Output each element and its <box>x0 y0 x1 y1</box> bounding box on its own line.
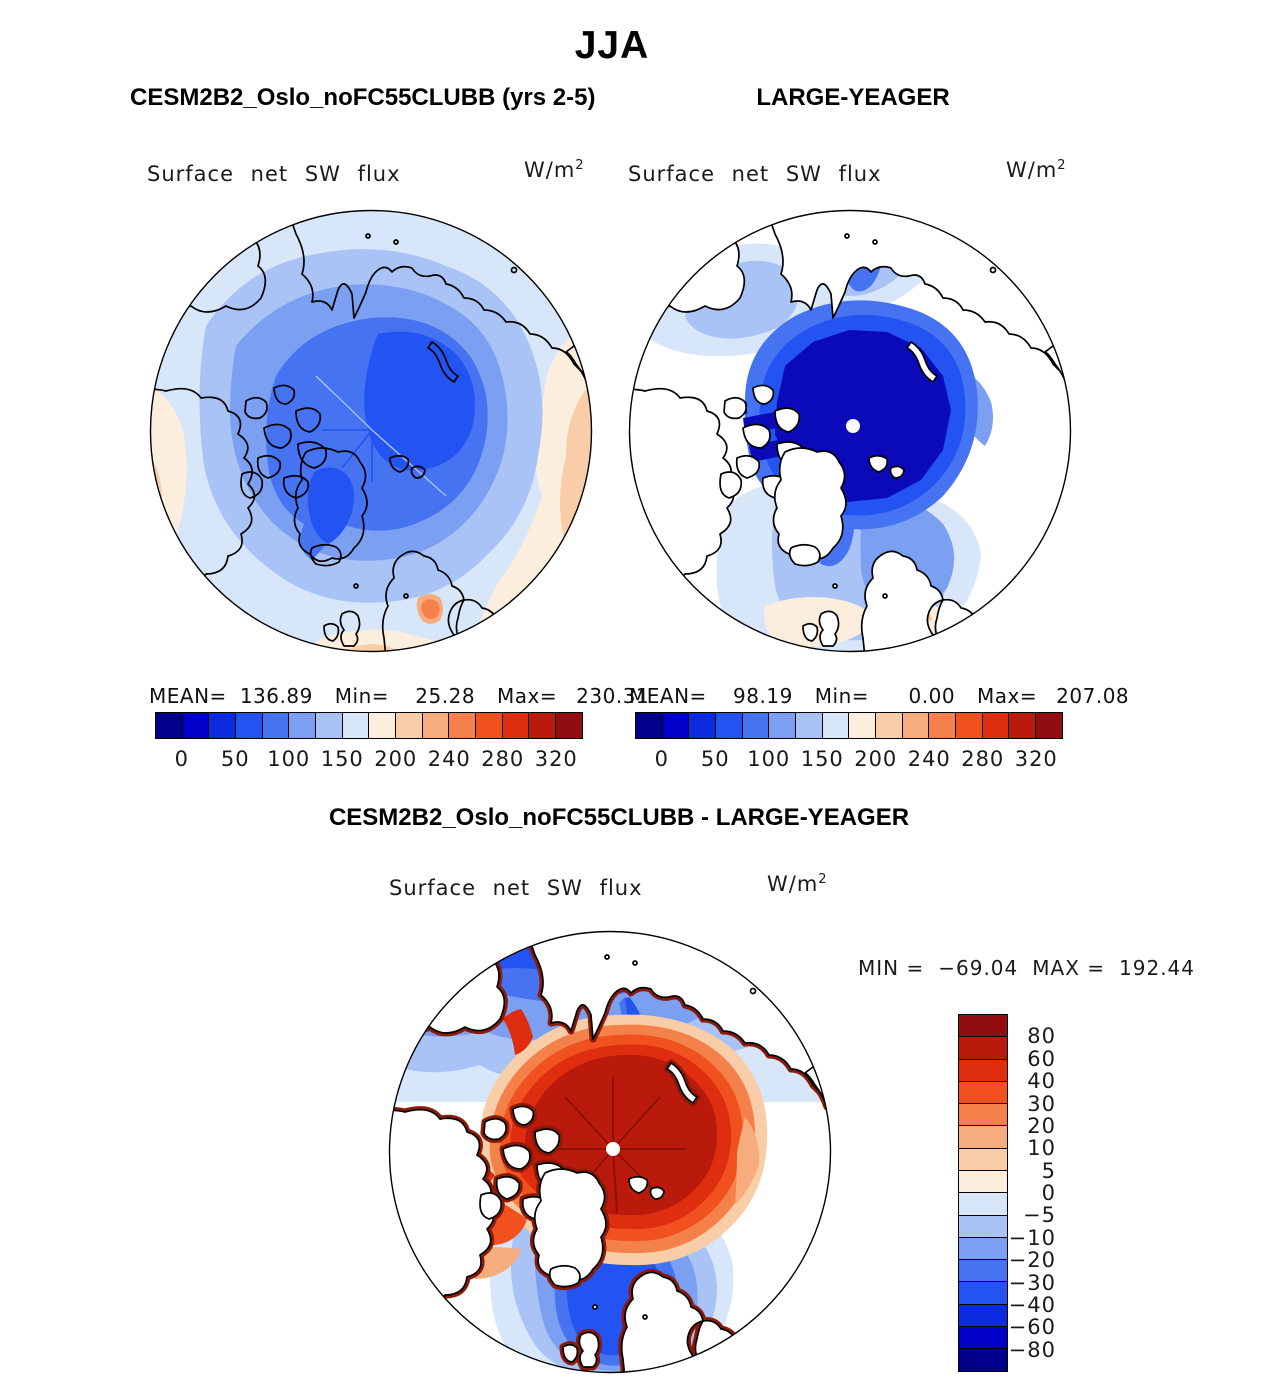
season-title: JJA <box>574 24 650 67</box>
colorbar-cell <box>958 1215 1008 1239</box>
model-min-label: Min= <box>334 684 390 708</box>
model-units-label <box>524 158 585 182</box>
colorbar-cell <box>262 712 290 739</box>
diff-minmax <box>858 956 1195 980</box>
colorbar-cell <box>635 712 663 739</box>
obs-mean-value: 98.19 <box>733 684 793 708</box>
colorbar-tick-label: −80 <box>1008 1337 1056 1362</box>
obs-min-value: 0.00 <box>908 684 956 708</box>
colorbar-tick-label: 100 <box>267 747 311 771</box>
colorbar-cell <box>822 712 850 739</box>
colorbar-cell <box>715 712 743 739</box>
model-field-label: Surface net SW flux <box>147 162 401 186</box>
colorbar-cell <box>742 712 770 739</box>
colorbar-tick-label: 40 <box>1027 1069 1056 1094</box>
diff-units-text: W/m <box>767 872 819 896</box>
diff-min-label: MIN = <box>858 956 925 980</box>
colorbar-cell <box>958 1326 1008 1350</box>
colorbar-cell <box>155 712 183 739</box>
colorbar-tick-label: 320 <box>1014 747 1058 771</box>
colorbar-tick-label: 30 <box>1027 1091 1056 1116</box>
colorbar-cell <box>958 1081 1008 1105</box>
obs-colorbar <box>635 712 1063 739</box>
model-max-value: 230.31 <box>576 684 650 708</box>
obs-colorbar-ticks <box>635 747 1063 771</box>
model-mean-label: MEAN= <box>149 684 227 708</box>
colorbar-cell <box>958 1014 1008 1038</box>
colorbar-cell <box>982 712 1010 739</box>
colorbar-tick-label: 200 <box>854 747 898 771</box>
diff-colorbar-labels <box>1004 1014 1056 1372</box>
colorbar-tick-label: 280 <box>961 747 1005 771</box>
colorbar-tick-label: −40 <box>1008 1292 1056 1317</box>
colorbar-cell <box>958 1148 1008 1172</box>
model-units-text: W/m <box>524 158 576 182</box>
obs-pole-dot <box>846 419 860 433</box>
colorbar-tick-label: −60 <box>1008 1315 1056 1340</box>
colorbar-cell <box>342 712 370 739</box>
model-units-exponent: 2 <box>575 158 585 173</box>
diff-max-value: 192.44 <box>1119 956 1195 980</box>
diff-colorbar <box>958 1014 1008 1372</box>
colorbar-cell <box>448 712 476 739</box>
diff-min-value: −69.04 <box>938 956 1019 980</box>
colorbar-cell <box>958 1304 1008 1328</box>
colorbar-tick-label: 100 <box>747 747 791 771</box>
colorbar-tick-label: 50 <box>700 747 730 771</box>
colorbar-cell <box>875 712 903 739</box>
obs-field-label: Surface net SW flux <box>628 162 882 186</box>
colorbar-cell <box>502 712 530 739</box>
diff-panel-title: CESM2B2_Oslo_noFC55CLUBB - LARGE-YEAGER <box>328 804 910 831</box>
colorbar-cell <box>208 712 236 739</box>
colorbar-cell <box>422 712 450 739</box>
colorbar-cell <box>768 712 796 739</box>
obs-max-value: 207.08 <box>1056 684 1130 708</box>
colorbar-cell <box>958 1259 1008 1283</box>
colorbar-tick-label: 150 <box>320 747 364 771</box>
colorbar-tick-label: −10 <box>1008 1225 1056 1250</box>
colorbar-tick-label: 240 <box>427 747 471 771</box>
colorbar-tick-label: −5 <box>1023 1203 1056 1228</box>
colorbar-cell <box>662 712 690 739</box>
colorbar-cell <box>958 1237 1008 1261</box>
colorbar-tick-label: 0 <box>1041 1181 1056 1205</box>
colorbar-cell <box>795 712 823 739</box>
obs-max-label: Max= <box>977 684 1038 708</box>
model-colorbar <box>155 712 583 739</box>
obs-panel-title: LARGE-YEAGER <box>756 84 950 111</box>
diff-units-label <box>767 872 828 896</box>
colorbar-cell <box>1035 712 1063 739</box>
colorbar-cell <box>395 712 423 739</box>
colorbar-tick-label: 5 <box>1041 1158 1056 1183</box>
diff-max-label: MAX = <box>1032 956 1106 980</box>
colorbar-tick-label: 80 <box>1027 1024 1056 1049</box>
diff-units-exponent: 2 <box>818 872 828 887</box>
colorbar-cell <box>958 1348 1008 1372</box>
obs-map-field <box>625 206 1075 656</box>
colorbar-tick-label: 320 <box>534 747 578 771</box>
colorbar-tick-label: 10 <box>1027 1136 1056 1161</box>
colorbar-cell <box>902 712 930 739</box>
colorbar-cell <box>958 1125 1008 1149</box>
colorbar-tick-label: 150 <box>800 747 844 771</box>
obs-units-text: W/m <box>1006 158 1058 182</box>
obs-stats <box>629 684 1129 708</box>
model-stats <box>149 684 649 708</box>
obs-mean-label: MEAN= <box>629 684 707 708</box>
model-max-label: Max= <box>497 684 558 708</box>
colorbar-cell <box>958 1059 1008 1083</box>
colorbar-cell <box>955 712 983 739</box>
model-map-svg <box>146 206 596 656</box>
colorbar-cell <box>528 712 556 739</box>
colorbar-tick-label: −30 <box>1008 1270 1056 1295</box>
colorbar-tick-label: 60 <box>1027 1046 1056 1071</box>
colorbar-cell <box>475 712 503 739</box>
colorbar-cell <box>928 712 956 739</box>
colorbar-tick-label: 20 <box>1027 1113 1056 1138</box>
colorbar-cell <box>958 1281 1008 1305</box>
colorbar-tick-label: −20 <box>1008 1248 1056 1273</box>
model-panel-title: CESM2B2_Oslo_noFC55CLUBB (yrs 2-5) <box>130 84 596 111</box>
obs-min-label: Min= <box>814 684 870 708</box>
colorbar-cell <box>848 712 876 739</box>
diff-map-field <box>385 927 835 1377</box>
colorbar-cell <box>958 1192 1008 1216</box>
colorbar-cell <box>688 712 716 739</box>
model-mean-value: 136.89 <box>239 684 313 708</box>
colorbar-cell <box>555 712 583 739</box>
colorbar-cell <box>958 1170 1008 1194</box>
colorbar-tick-label: 200 <box>374 747 418 771</box>
diff-field-label: Surface net SW flux <box>389 876 643 900</box>
colorbar-cell <box>235 712 263 739</box>
obs-map-svg <box>625 206 1075 656</box>
colorbar-cell <box>315 712 343 739</box>
colorbar-cell <box>958 1103 1008 1127</box>
model-map-field <box>146 206 596 656</box>
model-colorbar-ticks <box>155 747 583 771</box>
diff-pole-dot <box>606 1142 620 1156</box>
colorbar-cell <box>288 712 316 739</box>
colorbar-tick-label: 280 <box>481 747 525 771</box>
obs-units-exponent: 2 <box>1057 158 1067 173</box>
colorbar-cell <box>958 1036 1008 1060</box>
obs-units-label <box>1006 158 1067 182</box>
model-min-value: 25.28 <box>415 684 476 708</box>
diff-map-svg <box>385 927 835 1377</box>
colorbar-tick-label: 240 <box>907 747 951 771</box>
colorbar-tick-label: 0 <box>174 747 189 771</box>
colorbar-cell <box>368 712 396 739</box>
colorbar-tick-label: 50 <box>220 747 250 771</box>
colorbar-tick-label: 0 <box>654 747 669 771</box>
colorbar-cell <box>182 712 210 739</box>
colorbar-cell <box>1008 712 1036 739</box>
